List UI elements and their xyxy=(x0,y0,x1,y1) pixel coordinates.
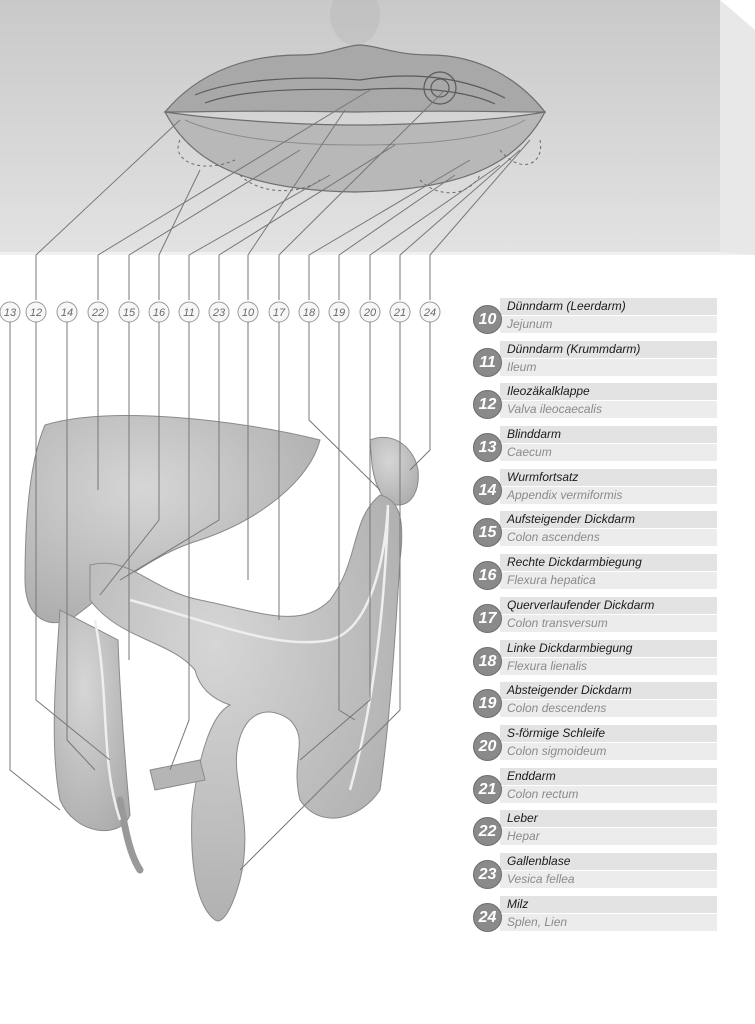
callout-number: 19 xyxy=(332,307,346,319)
legend-german-name: Dünndarm (Leerdarm) xyxy=(507,299,626,313)
face-panel xyxy=(0,0,755,255)
legend-latin-name: Colon transversum xyxy=(507,615,608,630)
callout-number: 14 xyxy=(60,307,74,319)
legend-german-name: Leber xyxy=(507,811,538,826)
legend-german-name: Dünndarm (Krummdarm) xyxy=(507,341,641,356)
legend-item xyxy=(470,725,720,768)
legend-item xyxy=(470,682,720,725)
callout-number: 22 xyxy=(91,307,105,319)
legend-item xyxy=(470,426,720,469)
legend-item xyxy=(470,640,720,683)
legend xyxy=(470,298,720,938)
legend-german-name: Gallenblase xyxy=(507,853,571,868)
callout-number: 21 xyxy=(393,307,407,319)
legend-item xyxy=(470,768,720,811)
legend-german-name: Milz xyxy=(507,896,529,911)
legend-german-name: Absteigender Dickdarm xyxy=(507,683,632,698)
callout-number: 23 xyxy=(212,307,226,319)
callout-number: 15 xyxy=(122,307,136,319)
legend-number-badge: 19 xyxy=(473,689,502,718)
legend-latin-name: Jejunum xyxy=(507,317,553,331)
legend-item xyxy=(470,554,720,597)
legend-item xyxy=(470,597,720,640)
legend-latin-name: Flexura hepatica xyxy=(507,573,596,588)
legend-item xyxy=(470,298,720,341)
callout-number: 13 xyxy=(3,307,17,319)
legend-number-badge: 18 xyxy=(473,647,502,676)
legend-number-badge: 16 xyxy=(473,561,502,590)
legend-latin-name: Colon rectum xyxy=(507,786,579,801)
legend-latin-name: Splen, Lien xyxy=(507,914,568,929)
callout-number: 16 xyxy=(152,307,166,319)
legend-number-badge: 15 xyxy=(473,518,502,547)
legend-latin-name: Caecum xyxy=(507,445,552,460)
colon-anatomy xyxy=(25,416,418,921)
legend-number-badge: 10 xyxy=(473,305,502,334)
callout-number: 20 xyxy=(363,307,377,319)
callout-number: 24 xyxy=(423,307,437,319)
legend-german-name: Ileozäkalklappe xyxy=(507,384,590,399)
legend-latin-name: Vesica fellea xyxy=(507,871,575,886)
legend-german-name: Rechte Dickdarmbiegung xyxy=(507,555,642,570)
legend-item xyxy=(470,469,720,512)
legend-latin-name: Appendix vermiformis xyxy=(507,487,623,502)
legend-number-badge: 13 xyxy=(473,433,502,462)
callout-number: 11 xyxy=(183,307,195,319)
callout-number: 18 xyxy=(302,307,316,319)
legend-number-badge: 23 xyxy=(473,860,502,889)
legend-number-badge: 21 xyxy=(473,775,502,804)
legend-item xyxy=(470,383,720,426)
legend-german-name: Enddarm xyxy=(507,768,556,783)
legend-number-badge: 12 xyxy=(473,390,502,419)
legend-latin-name: Valva ileocaecalis xyxy=(507,402,602,417)
legend-number-badge: 14 xyxy=(473,476,502,505)
legend-bar-top xyxy=(500,896,717,913)
legend-number-badge: 24 xyxy=(473,903,502,932)
legend-german-name: S-förmige Schleife xyxy=(507,725,606,740)
legend-latin-name: Flexura lienalis xyxy=(507,658,588,673)
legend-number-badge: 20 xyxy=(473,732,502,761)
legend-item xyxy=(470,341,720,384)
legend-latin-name: Colon ascendens xyxy=(507,530,600,545)
legend-item xyxy=(470,511,720,554)
legend-item xyxy=(470,853,720,896)
legend-german-name: Querverlaufender Dickdarm xyxy=(507,597,655,612)
legend-number-badge: 11 xyxy=(473,348,502,377)
legend-item xyxy=(470,810,720,853)
callout-number-row xyxy=(0,302,440,322)
legend-german-name: Aufsteigender Dickdarm xyxy=(507,512,636,527)
legend-german-name: Blinddarm xyxy=(507,427,562,442)
legend-latin-name: Ileum xyxy=(507,359,537,374)
legend-number-badge: 22 xyxy=(473,817,502,846)
callout-number: 12 xyxy=(29,307,43,319)
callout-number: 10 xyxy=(241,307,255,319)
legend-number-badge: 17 xyxy=(473,604,502,633)
legend-german-name: Linke Dickdarmbiegung xyxy=(507,640,633,655)
legend-latin-name: Colon sigmoideum xyxy=(507,743,607,758)
legend-latin-name: Hepar xyxy=(507,829,540,844)
legend-german-name: Wurmfortsatz xyxy=(507,469,579,484)
callout-number: 17 xyxy=(272,307,286,319)
legend-latin-name: Colon descendens xyxy=(507,701,607,716)
legend-item xyxy=(470,896,720,939)
